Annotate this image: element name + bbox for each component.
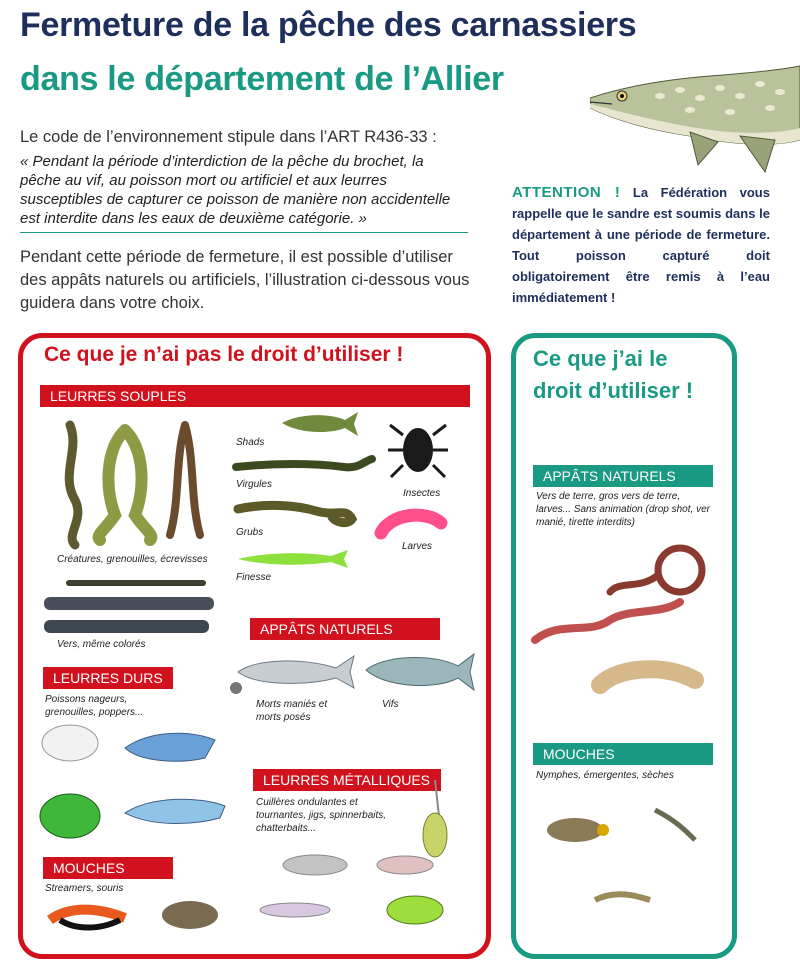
label-metal-lures: Cuillères ondulantes et tournantes, jigs, spinnerbaits, chatterbaits...	[256, 797, 387, 834]
label-virgules: Virgules	[236, 479, 272, 490]
label-insectes: Insectes	[403, 488, 441, 499]
pike-fish-illustration	[590, 40, 800, 175]
section-hard-lures: LEURRES DURS	[43, 667, 173, 689]
page-subtitle: dans le département de l’Allier	[20, 60, 504, 98]
label-creatures: Créatures, grenouilles, écrevisses	[57, 554, 208, 565]
section-flies-allowed: MOUCHES	[533, 743, 713, 765]
label-shads: Shads	[236, 437, 265, 448]
label-grubs: Grubs	[236, 527, 264, 538]
attention-notice	[512, 182, 770, 308]
attention-text: La Fédération vous rappelle que le sandre est soumis dans le département à une période de fermeture. Tout poisson capturé doit obligatoirement être remis à l’eau immédiatement !	[512, 185, 770, 305]
label-vers: Vers, même colorés	[57, 639, 146, 650]
label-morts: Morts maniés et morts posés	[256, 699, 328, 723]
grub-lure-image	[236, 497, 356, 527]
law-quote: « Pendant la période d’interdiction de la pêche du brochet, la pêche au vif, au poisson mort ou artificiel et aux leurres susceptibles de capturer ce poisson de manière non accidentelle est interdite dans les eaux de deuxième catégorie. »	[20, 152, 468, 233]
label-streamers: Streamers, souris	[45, 883, 124, 894]
creatures-lures-image	[45, 420, 215, 550]
label-flies-allowed: Nymphes, émergentes, sèches	[536, 770, 674, 781]
label-larves: Larves	[402, 541, 433, 552]
finesse-lure-image	[236, 548, 351, 570]
attention-keyword: ATTENTION !	[512, 184, 621, 201]
label-vifs: Vifs	[382, 699, 399, 710]
page-title: Fermeture de la pêche des carnassiers	[20, 6, 637, 44]
section-natural-baits-allowed: APPÂTS NATURELS	[533, 465, 713, 487]
hard-lures-image	[40, 718, 240, 848]
intro-lead: Le code de l’environnement stipule dans l’ART R436-33 :	[20, 128, 437, 146]
streamer-flies-image	[40, 890, 230, 950]
label-natural-allowed: Vers de terre, gros vers de terre, larves... Sans animation (drop shot, ver manié, tirette interdits)	[536, 491, 710, 528]
forbidden-title: Ce que je n’ai pas le droit d’utiliser !	[44, 343, 404, 366]
shad-lure-image	[280, 408, 360, 438]
worms-larva-image	[530, 540, 730, 710]
insect-lure-image	[388, 415, 448, 485]
section-metal-lures: LEURRES MÉTALLIQUES	[253, 769, 441, 791]
larva-lure-image	[376, 508, 446, 538]
baitfish-image	[226, 650, 476, 698]
worm-lures-image	[44, 580, 214, 635]
section-natural-baits-forbidden: APPÂTS NATURELS	[250, 618, 440, 640]
label-hard-lures: Poissons nageurs, grenouilles, poppers...	[45, 694, 144, 718]
metal-lures-image	[255, 775, 465, 945]
virgule-lure-image	[234, 455, 374, 477]
label-finesse: Finesse	[236, 572, 272, 583]
allowed-flies-image	[535, 800, 725, 930]
section-flies-forbidden: MOUCHES	[43, 857, 173, 879]
section-soft-lures: LEURRES SOUPLES	[40, 385, 470, 407]
intro-paragraph: Pendant cette période de fermeture, il est possible d’utiliser des appâts naturels ou artificiels, l’illustration ci-dessous vous guidera dans votre choix.	[20, 248, 470, 312]
allowed-title: Ce que j’ai le droit d’utiliser !	[533, 346, 694, 403]
